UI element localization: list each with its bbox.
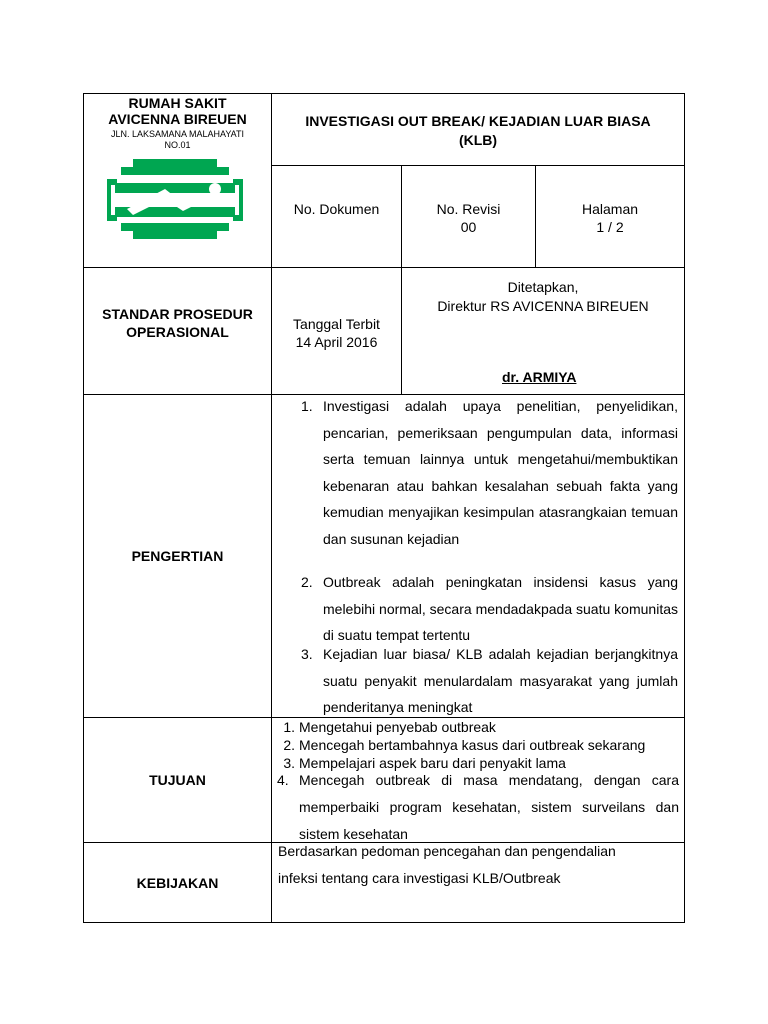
hospital-name-line2: AVICENNA BIREUEN <box>108 111 247 127</box>
document-title-line1: INVESTIGASI OUT BREAK/ KEJADIAN LUAR BIASA <box>305 113 651 129</box>
ditetapkan-label: Ditetapkan, <box>507 279 579 295</box>
tujuan-label: TUJUAN <box>149 772 206 788</box>
sop-label-cell <box>83 267 272 395</box>
tanggal-terbit-value: 14 April 2016 <box>295 334 378 350</box>
pengertian-label-cell <box>83 394 272 718</box>
document-title-cell <box>271 93 685 166</box>
list-item-text: Outbreak adalah peningkatan insidensi kasus yang melebihi normal, secara mendadakpada suatu komunitas di suatu tempat tertentu <box>323 574 678 644</box>
halaman-cell <box>535 165 685 268</box>
hospital-name-line1: RUMAH SAKIT <box>128 95 227 111</box>
tujuan-content-cell <box>271 717 685 843</box>
list-item-number: 3. <box>301 646 313 662</box>
kebijakan-content-cell <box>271 842 685 923</box>
pengertian-content-cell <box>271 394 685 718</box>
hospital-address-line1: JLN. LAKSAMANA MALAHAYATI <box>110 129 245 139</box>
no-revisi-label: No. Revisi <box>436 201 501 217</box>
list-item-number: 1. <box>283 719 295 735</box>
list-item-text: Mencegah bertambahnya kasus dari outbreak sekarang <box>299 737 646 753</box>
hospital-header-cell <box>83 93 272 268</box>
hospital-logo-icon <box>107 159 243 239</box>
tujuan-item-1 <box>283 718 679 736</box>
direktur-label: Direktur RS AVICENNA BIREUEN <box>437 298 649 314</box>
no-revisi-value: 00 <box>460 219 477 235</box>
list-item-number: 1. <box>301 398 313 414</box>
halaman-value: 1 / 2 <box>596 219 624 235</box>
no-dokumen-cell <box>271 165 402 268</box>
signatory-name: dr. ARMIYA <box>502 369 577 385</box>
halaman-label: Halaman <box>581 201 639 217</box>
tujuan-item-4 <box>277 767 679 848</box>
tujuan-item-2 <box>283 736 679 754</box>
kebijakan-label: KEBIJAKAN <box>136 875 219 891</box>
no-dokumen-label: No. Dokumen <box>293 201 380 217</box>
pengertian-label: PENGERTIAN <box>131 548 224 564</box>
pengertian-item-2 <box>301 569 678 649</box>
pengertian-item-1 <box>301 393 678 553</box>
list-item-text: Mencegah outbreak di masa mendatang, dengan cara memperbaiki program kesehatan, sistem surveilans dan sistem kesehatan <box>299 772 679 842</box>
list-item-text: Kejadian luar biasa/ KLB adalah kejadian berjangkitnya suatu penyakit menulardalam masyarakat yang jumlah penderitanya meningkat <box>323 646 678 716</box>
list-item-number: 2. <box>283 737 295 753</box>
sop-label-line1: STANDAR PROSEDUR <box>102 306 253 322</box>
list-item-text: Mengetahui penyebab outbreak <box>299 719 496 735</box>
list-item-number: 3. <box>283 755 295 771</box>
sop-label-line2: OPERASIONAL <box>126 324 229 340</box>
kebijakan-text-line2: infeksi tentang cara investigasi KLB/Outbreak <box>278 870 561 886</box>
document-title-line2: (KLB) <box>458 132 498 148</box>
tanggal-terbit-label: Tanggal Terbit <box>293 316 380 332</box>
no-revisi-cell <box>401 165 536 268</box>
hospital-address-line2: NO.01 <box>164 140 191 150</box>
kebijakan-label-cell <box>83 842 272 923</box>
pengertian-item-3 <box>301 641 678 721</box>
list-item-number: 2. <box>301 574 313 590</box>
kebijakan-text-line1: Berdasarkan pedoman pencegahan dan pengendalian <box>278 843 616 859</box>
tujuan-label-cell <box>83 717 272 843</box>
list-item-text: Mempelajari aspek baru dari penyakit lama <box>299 755 566 771</box>
tanggal-terbit-cell <box>271 267 402 395</box>
ditetapkan-cell <box>401 267 685 395</box>
list-item-text: Investigasi adalah upaya penelitian, penyelidikan, pencarian, pemeriksaan pengumpulan data, informasi serta temuan lainnya untuk mengetahui/membuktikan kebenaran atau bahkan kesalahan sebuah fakta yang kemudian menyajikan kesimpulan atasrangkaian temuan dan susunan kejadian <box>323 398 678 547</box>
list-item-number: 4. <box>277 772 289 788</box>
